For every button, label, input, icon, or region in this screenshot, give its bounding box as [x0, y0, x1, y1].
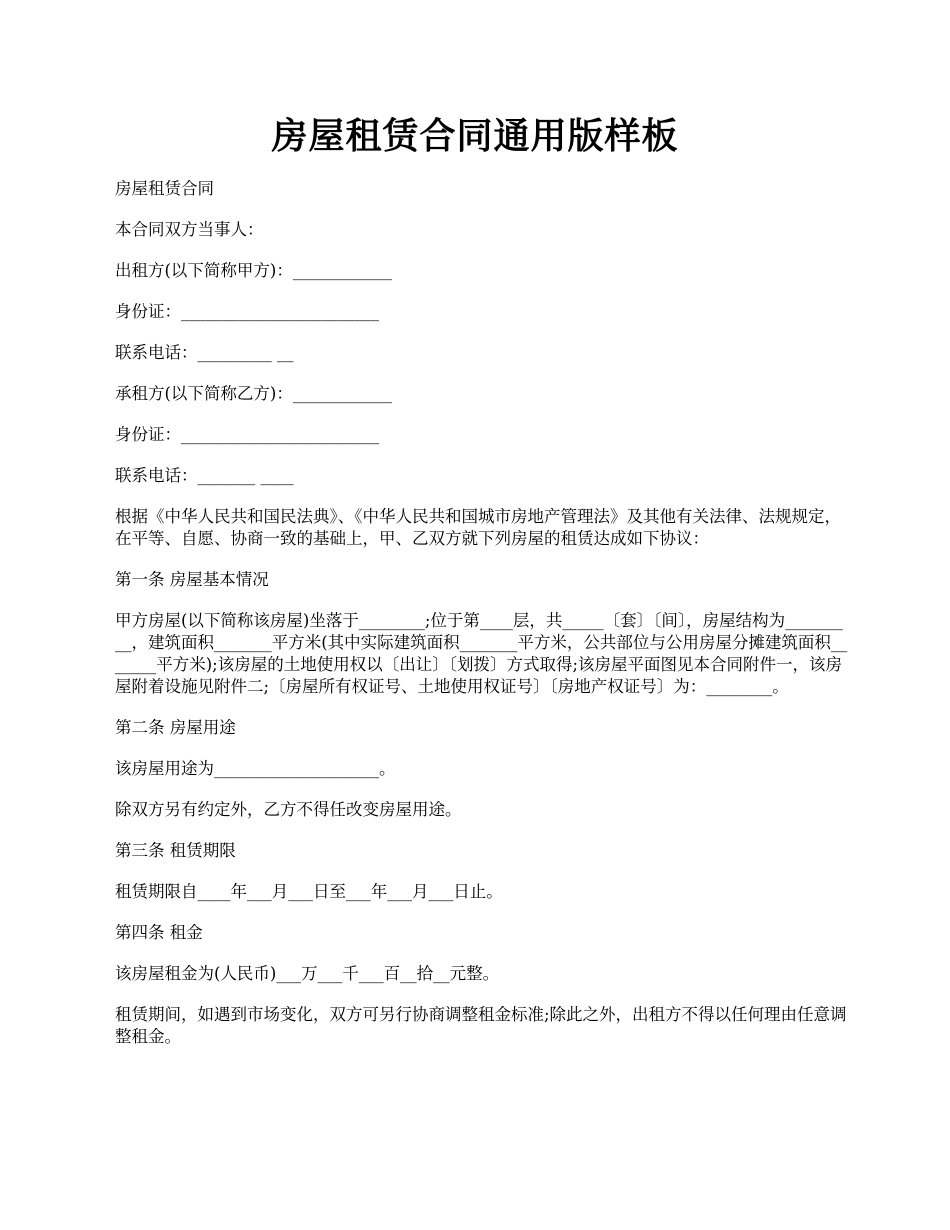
document-title: 房屋租赁合同通用版样板 [271, 115, 679, 157]
article-1-heading: 第一条 房屋基本情况 [115, 570, 269, 589]
article-2-usage: 该房屋用途为____________________。 [115, 759, 396, 778]
article-4-rent-amount: 该房屋租金为(人民币)___万___千___百__拾__元整。 [115, 964, 500, 983]
lessor-field: 出租方(以下简称甲方)：____________ [115, 261, 392, 280]
article-4-rent-adjustment: 租赁期间，如遇到市场变化，双方可另行协商调整租金标准;除此之外，出租方不得以任何理由任意调整租金。 [115, 1005, 847, 1046]
contract-heading: 房屋租赁合同 [115, 179, 214, 198]
article-1-body: 甲方房屋(以下简称该房屋)坐落于________;位于第____层，共_____〔套〕〔间〕，房屋结构为_________，建筑面积_______平方米(其中实际建筑面积_______平方米，公共部位与公用房屋分摊建筑面积_______平方米);该房屋的土地使用权以〔出让〕〔划拨〕方式取得;该房屋平面图见本合同附件一，该房屋附着设施见附件二;〔房屋所有权证号、土地使用权证号〕〔房地产权证号〕为：________。 [115, 611, 848, 696]
article-3-term: 租赁期限自____年___月___日至___年___月___日止。 [115, 882, 503, 901]
article-2-restriction: 除双方另有约定外，乙方不得任改变房屋用途。 [115, 800, 462, 819]
lessee-id-field: 身份证：________________________ [115, 425, 379, 444]
legal-basis-paragraph: 根据《中华人民共和国民法典》、《中华人民共和国城市房地产管理法》及其他有关法律、法规规定，在平等、自愿、协商一致的基础上，甲、乙双方就下列房屋的租赁达成如下协议： [115, 507, 841, 548]
article-3-heading: 第三条 租赁期限 [115, 841, 236, 860]
lessor-phone-field: 联系电话：_________ __ [115, 343, 294, 362]
article-4-heading: 第四条 租金 [115, 923, 203, 942]
document-body [115, 178, 850, 1067]
article-2-heading: 第二条 房屋用途 [115, 718, 236, 737]
lessee-field: 承租方(以下简称乙方)：____________ [115, 384, 392, 403]
parties-intro: 本合同双方当事人： [115, 220, 264, 239]
lessee-phone-field: 联系电话：_______ ____ [115, 466, 294, 485]
lessor-id-field: 身份证：________________________ [115, 302, 379, 321]
